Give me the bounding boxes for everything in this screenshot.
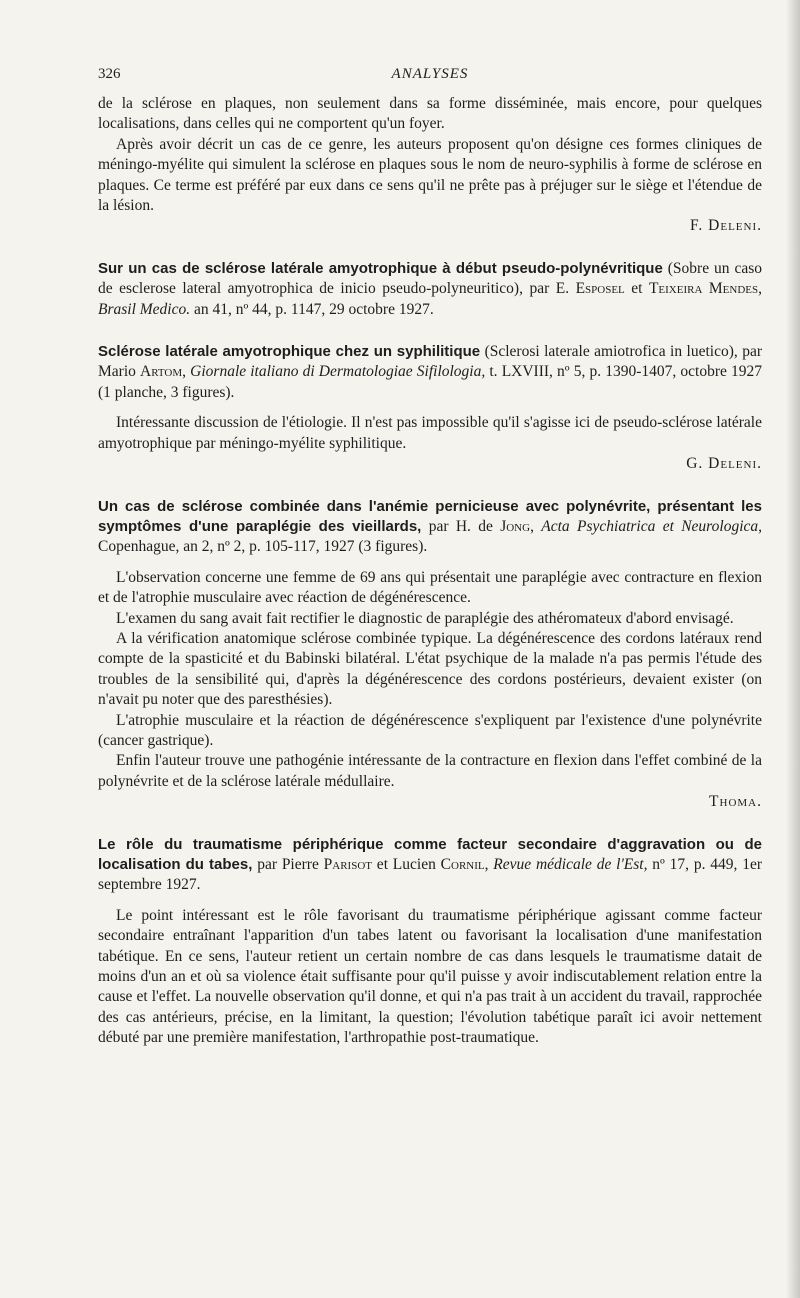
article-3 bbox=[98, 497, 762, 813]
article-1-journal: Brasil Medico. bbox=[98, 300, 191, 318]
article-1-author-1: Esposel bbox=[575, 280, 625, 298]
article-2-ref-pre: (Sclerosi laterale amiotrofica in luetico), par Mario bbox=[98, 343, 762, 381]
article-4-author-1: Parisot bbox=[323, 856, 372, 873]
article-2-journal: Giornale italiano di Dermatologiae Sifilologia, bbox=[190, 363, 486, 381]
article-2 bbox=[98, 342, 762, 474]
article-2-ref-post: t. LXVIII, nº 5, p. 1390-1407, octobre 1927 (1 planche, 3 figures). bbox=[98, 363, 763, 401]
article-4-title: Le rôle du traumatisme périphérique comme facteur secondaire d'aggravation ou de localisation du tabes, bbox=[98, 835, 762, 873]
article-3-signature: Thoma. bbox=[709, 793, 762, 811]
page-number: 326 bbox=[98, 66, 121, 82]
article-3-ref-post: Copenhague, an 2, nº 2, p. 105-117, 1927 (3 figures). bbox=[98, 538, 428, 556]
intro-signature: F. Deleni. bbox=[690, 217, 762, 235]
intro-continuation bbox=[98, 94, 762, 237]
article-4 bbox=[98, 835, 762, 1049]
article-4-journal: Revue médicale de l'Est, bbox=[493, 856, 648, 873]
article-2-author: Artom bbox=[140, 363, 183, 381]
article-4-author-2: Cornil bbox=[440, 856, 485, 873]
article-1-ref-pre: (Sobre un caso de esclerose lateral amyotrophica de inicio pseudo-polyneuritico), par E. bbox=[98, 259, 763, 298]
document-page bbox=[98, 66, 762, 1049]
article-4-ref-mid: et Lucien bbox=[372, 856, 441, 873]
article-3-paragraph-3: A la vérification anatomique sclérose combinée typique. La dégénérescence des cordons latéraux rend compte de la spasticité et du Babinski bilatéral. L'état psychique de la malade n'a pas permis l'étude des troubles de la sensibilité qui, d'après la dégénérescence des cordons postérieurs, devaient exister (on n'avait pu noter que des paresthésies). bbox=[98, 629, 762, 709]
intro-paragraph-1: de la sclérose en plaques, non seulement dans sa forme disséminée, mais encore, pour quelques localisations, dans celles qui ne comportent qu'un foyer. bbox=[98, 95, 762, 133]
article-3-paragraph-2: L'examen du sang avait fait rectifier le diagnostic de paraplégie des athéromateux d'abord envisagé. bbox=[116, 609, 734, 627]
article-2-signature: G. Deleni. bbox=[686, 455, 762, 473]
article-4-body: Le point intéressant est le rôle favorisant du traumatisme périphérique agissant comme facteur secondaire entraînant l'apparition d'un tabes latent ou favorisant la localisation d'une manifestation tabétique. En ce sens, l'auteur retient un certain nombre de cas dans lesquels le traumatisme datait de moins d'un an et où sa violence était suffisante pour qu'il puisse y avoir indiscutablement relation entre la cause et l'effet. La nouvelle observation qu'il donne, et qui n'a pas trait à un accident du travail, rapprochée des cas antérieurs, précise, en la limitant, la question; l'évolution tabétique paraît ici avoir nettement débuté par une première manifestation, l'arthropathie post-traumatique. bbox=[98, 906, 762, 1047]
page-edge-shadow bbox=[786, 0, 800, 1298]
article-3-author: Jong bbox=[500, 517, 531, 535]
article-3-paragraph-1: L'observation concerne une femme de 69 ans qui présentait une paraplégie avec contracture en flexion et de l'atrophie musculaire avec réaction de dégénérescence. bbox=[98, 568, 762, 607]
article-1-title: Sur un cas de sclérose latérale amyotrophique à début pseudo-polynévritique bbox=[98, 259, 663, 277]
article-1-ref-sep: , bbox=[758, 280, 762, 298]
article-3-ref-pre: par H. de bbox=[421, 517, 501, 535]
page-header bbox=[98, 66, 762, 83]
article-1 bbox=[98, 259, 762, 320]
running-title: ANALYSES bbox=[391, 66, 469, 82]
article-2-title: Sclérose latérale amyotrophique chez un syphilitique bbox=[98, 343, 481, 361]
article-1-ref-post: an 41, nº 44, p. 1147, 29 octobre 1927. bbox=[190, 300, 434, 318]
article-3-paragraph-5: Enfin l'auteur trouve une pathogénie intéressante de la contracture en flexion dans l'effet combiné de la polynévrite et de la sclérose latérale médullaire. bbox=[98, 752, 762, 790]
article-4-ref-pre: par Pierre bbox=[252, 856, 324, 873]
article-4-ref-post: nº 17, p. 449, 1er septembre 1927. bbox=[98, 856, 762, 894]
article-2-body: Intéressante discussion de l'étiologie. Il n'est pas impossible qu'il s'agisse ici de pseudo-sclérose latérale amyotrophique par méningo-myélite syphilitique. bbox=[98, 414, 762, 452]
article-3-title: Un cas de sclérose combinée dans l'anémie pernicieuse avec polynévrite, présentant les symptômes d'une paraplégie des vieillards, bbox=[98, 497, 762, 535]
article-3-journal: Acta Psychiatrica et Neurologica, bbox=[541, 517, 763, 535]
article-1-author-2: Teixeira Mendes bbox=[648, 280, 759, 298]
article-3-paragraph-4: L'atrophie musculaire et la réaction de dégénérescence s'expliquent par l'existence d'une polynévrite (cancer gastrique). bbox=[98, 711, 762, 749]
intro-paragraph-2: Après avoir décrit un cas de ce genre, les auteurs proposent qu'on désigne ces formes cliniques de méningo-myélite qui simulent la sclérose en plaques sous le nom de neuro-syphilis à forme de sclérose en plaques. Ce terme est préféré par eux dans ce sens qu'il ne prête pas à préjuger sur le siège et l'étendue de la lésion. bbox=[98, 135, 762, 215]
article-1-ref-mid: et bbox=[624, 280, 649, 298]
article-2-ref-sep: , bbox=[182, 363, 191, 381]
article-4-ref-sep: , bbox=[484, 856, 494, 873]
article-3-ref-sep: , bbox=[530, 517, 542, 535]
